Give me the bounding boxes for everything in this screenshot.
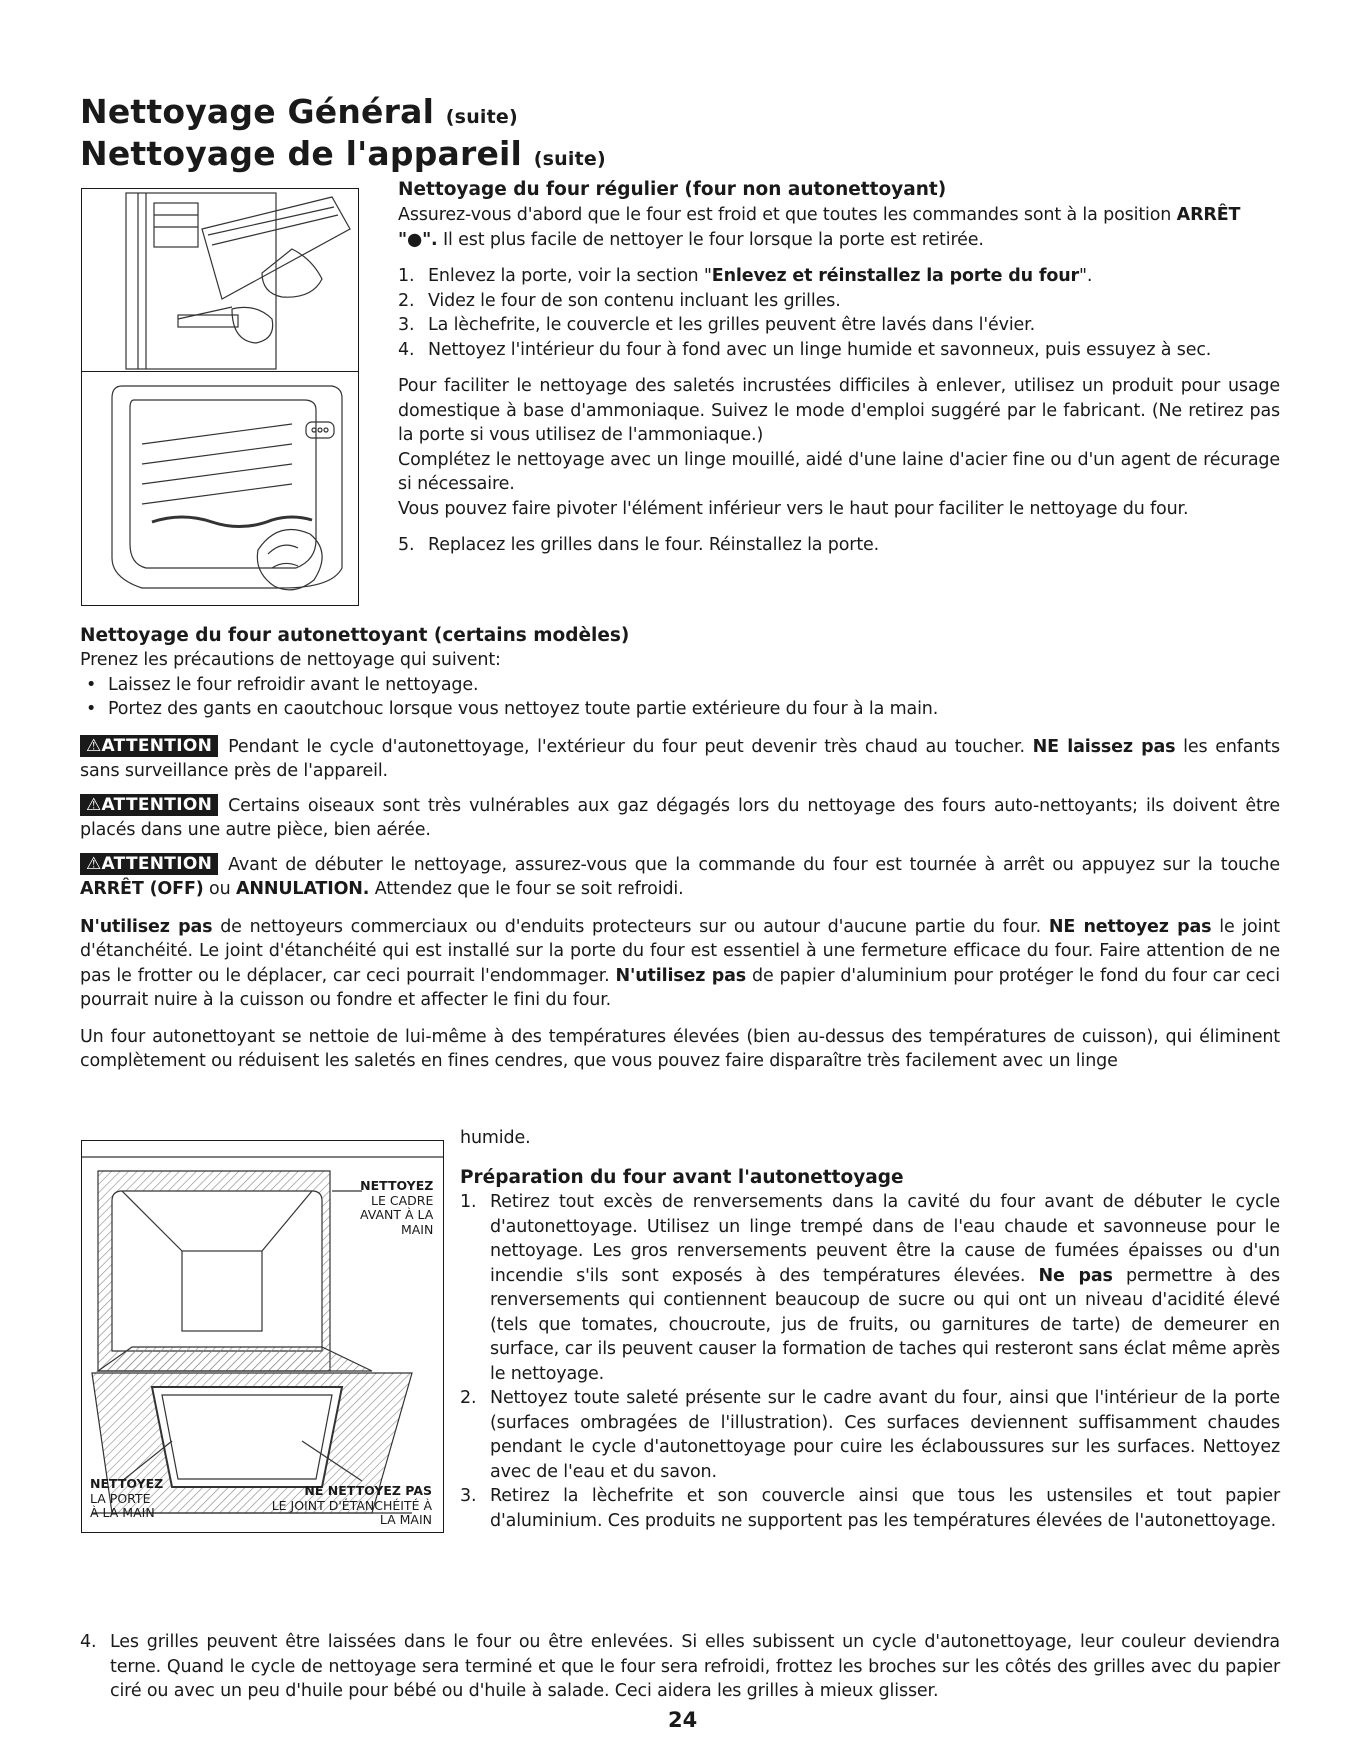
step-text: Enlevez la porte, voir la section "	[428, 266, 712, 286]
warning-1-text-a: Pendant le cycle d'autonettoyage, l'extérieur du four peut devenir très chaud au toucher.	[228, 736, 1033, 757]
step-text-bold: Enlevez et réinstallez la porte du four	[711, 266, 1080, 286]
attention-badge: ⚠ATTENTION	[80, 794, 218, 816]
para-1-bold-1: N'utilisez pas	[80, 916, 213, 937]
regular-oven-steps	[398, 264, 1280, 362]
attention-badge: ⚠ATTENTION	[80, 735, 218, 757]
step-text: Nettoyez l'intérieur du four à fond avec un linge humide et savonneux, puis essuyez à sec.	[428, 339, 1212, 360]
step-number: 1.	[398, 266, 415, 286]
callout-line: NETTOYEZ	[360, 1178, 434, 1193]
preparation-section	[460, 1166, 1280, 1533]
callout-line: NETTOYEZ	[90, 1476, 164, 1491]
title-2-text: Nettoyage de l'appareil	[80, 134, 523, 173]
list-item	[398, 264, 1280, 289]
callout-line: LE JOINT D'ÉTANCHÉITÉ À	[271, 1497, 432, 1513]
list-item	[398, 533, 1280, 558]
step-text: Nettoyez toute saleté présente sur le cadre avant du four, ainsi que l'intérieur de la porte (surfaces ombragées de l'illustration). Ces surfaces deviennent suffisamment chaudes pendant le cycle d'autonettoyage pour cuire les éclaboussures sur les surfaces. Nettoyez avec de l'eau et du savon.	[490, 1388, 1280, 1482]
regular-oven-intro-a: Assurez-vous d'abord que le four est froid et que toutes les commandes sont à la position	[398, 205, 1177, 225]
page-title-1	[80, 92, 518, 137]
self-clean-para-2: Un four autonettoyant se nettoie de lui-même à des températures élevées (bien au-dessus des températures de cuisson), qui éliminent complètement ou réduisent les saletés en fines cendres, que vous pouvez faire disparaître très facilement avec un linge	[80, 1026, 1280, 1071]
warning-2-text: Certains oiseaux sont très vulnérables aux gaz dégagés lors du nettoyage des fours auto-nettoyants; ils doivent être placés dans une autre pièce, bien aérée.	[80, 795, 1280, 840]
self-clean-heading: Nettoyage du four autonettoyant (certains modèles)	[80, 625, 630, 646]
regular-oven-section	[398, 178, 1280, 558]
self-clean-para-2-end: humide.	[460, 1128, 531, 1148]
callout-line: À LA MAIN	[90, 1505, 155, 1520]
para-1-text-b: le joint d'étanchéité. Le joint d'étanchéité qui est installé sur la porte du four est essentiel à une fermeture efficace du four. Faire attention de ne pas le frotter ou le déplacer, car ceci pourrait l'endommager.	[80, 916, 1280, 986]
self-clean-intro: Prenez les précautions de nettoyage qui suivent:	[80, 650, 501, 670]
callout-line: AVANT À LA	[360, 1207, 434, 1222]
step-text: Retirez tout excès de renversements dans la cavité du four avant de débuter le cycle d'autonettoyage. Utilisez un linge trempé dans de l'eau chaude et savonneuse pour le nettoyage. Les gros renversements peuvent être la cause de fumées épaisses ou d'un incendie s'ils sont exposés à des températures élevées.	[490, 1192, 1280, 1286]
warning-1	[80, 735, 1280, 784]
step-number: 3.	[398, 315, 415, 335]
callout-line: LE CADRE	[371, 1192, 434, 1208]
regular-oven-para-1: Pour faciliter le nettoyage des saletés incrustées difficiles à enlever, utilisez un produit pour usage domestique à base d'ammoniaque. Suivez le mode d'emploi suggéré par le fabricant. (Ne retirez pas la porte si vous utilisez de l'ammoniaque.)	[398, 376, 1280, 445]
callout-line: LA PORTE	[90, 1490, 151, 1506]
step-text: Videz le four de son contenu incluant les grilles.	[428, 290, 841, 311]
step-number: 4.	[80, 1632, 97, 1652]
warning-3-bold-2: ANNULATION.	[235, 879, 370, 899]
oven-door-illustration	[81, 188, 359, 373]
list-item	[398, 338, 1280, 363]
step-text-end: permettre à des renversements qui contiennent beaucoup de sucre ou qui ont un niveau d'acidité élevé (tels que tomates, choucroute, jus de fruits, ou garnitures de tarte) de demeurer en surface, car ils peuvent causer la formation de taches qui resteront sans éclat même après le nettoyage.	[490, 1265, 1280, 1384]
list-item	[80, 1630, 1280, 1704]
self-clean-para-1	[80, 915, 1280, 1013]
para-1-text-c: de papier d'aluminium pour protéger le fond du four car ceci pourrait nuire à la cuisson ou fondre et affecter le fini du four.	[80, 965, 1280, 1010]
regular-oven-intro	[398, 203, 1280, 252]
list-item	[460, 1190, 1280, 1386]
callout-clean-door	[90, 1477, 163, 1521]
list-item	[398, 313, 1280, 338]
step-text: La lèchefrite, le couvercle et les grilles peuvent être lavés dans l'évier.	[428, 315, 1036, 335]
step-text-end: ".	[1079, 266, 1093, 286]
self-clean-oven-illustration	[81, 1140, 444, 1533]
para-1-bold-2: NE nettoyez pas	[1048, 916, 1212, 937]
attention-badge: ⚠ATTENTION	[80, 853, 218, 875]
para-1-bold-3: N'utilisez pas	[615, 965, 747, 986]
title-2-suffix: (suite)	[533, 148, 606, 170]
regular-oven-intro-b: Il est plus facile de nettoyer le four lorsque la porte est retirée.	[437, 229, 984, 250]
list-item	[398, 289, 1280, 314]
warning-1-text-b: les enfants sans surveillance près de l'appareil.	[80, 736, 1280, 781]
oven-interior-drawing	[82, 372, 358, 605]
warning-3-text-b: Attendez que le four se soit refroidi.	[369, 879, 684, 899]
list-item: • Laissez le four refroidir avant le nettoyage.	[80, 673, 1280, 698]
oven-door-drawing	[82, 189, 358, 372]
regular-oven-intro-bold: ARRÊT "●".	[398, 205, 1241, 250]
step-text-bold: Ne pas	[1038, 1265, 1113, 1286]
step-number: 2.	[398, 290, 415, 311]
callout-line: MAIN	[400, 1221, 434, 1237]
page-title-2	[80, 134, 606, 179]
step-text: Retirez la lèchefrite et son couvercle ainsi que tous les ustensiles et tout papier d'aluminium. Ces produits ne supportent pas les températures élevées de l'autonettoyage.	[490, 1486, 1280, 1531]
step-number: 2.	[460, 1388, 477, 1408]
regular-oven-para-3: Vous pouvez faire pivoter l'élément inférieur vers le haut pour faciliter le nettoyage du four.	[398, 498, 1189, 519]
callout-do-not-clean-seal	[252, 1484, 432, 1528]
step-text: Replacez les grilles dans le four. Réinstallez la porte.	[428, 535, 880, 555]
title-1-text: Nettoyage Général	[80, 92, 435, 131]
list-item: • Portez des gants en caoutchouc lorsque vous nettoyez toute partie extérieure du four à la main.	[80, 697, 1280, 722]
warning-2	[80, 794, 1280, 843]
callout-line: LA MAIN	[379, 1512, 432, 1527]
para-1-text-a: de nettoyeurs commerciaux ou d'enduits protecteurs sur ou autour d'aucune partie du four.	[212, 916, 1049, 937]
step-number: 1.	[460, 1192, 477, 1212]
step-number: 5.	[398, 535, 415, 555]
warning-3-mid: ou	[203, 879, 236, 899]
regular-oven-para-2: Complétez le nettoyage avec un linge mouillé, aidé d'une laine d'acier fine ou d'un agent de récurage si nécessaire.	[398, 449, 1280, 494]
warning-3-text-a: Avant de débuter le nettoyage, assurez-vous que la commande du four est tournée à arrêt ou appuyez sur la touche	[228, 854, 1280, 875]
warning-3	[80, 853, 1280, 902]
callout-line: NE NETTOYEZ PAS	[304, 1483, 432, 1498]
preparation-heading: Préparation du four avant l'autonettoyage	[460, 1167, 904, 1188]
page-number: 24	[668, 1708, 698, 1732]
step-number: 3.	[460, 1486, 477, 1506]
list-item	[460, 1386, 1280, 1484]
step-text: Les grilles peuvent être laissées dans le four ou être enlevées. Si elles subissent un cycle d'autonettoyage, leur couleur deviendra terne. Quand le cycle de nettoyage sera terminé et que le four sera refroidi, frottez les broches sur les côtés des grilles avec du papier ciré ou avec un peu d'huile pour bébé ou d'huile à salade. Ceci aidera les grilles à mieux glisser.	[110, 1632, 1280, 1701]
regular-oven-heading: Nettoyage du four régulier (four non autonettoyant)	[398, 179, 947, 200]
callout-clean-frame	[360, 1179, 433, 1237]
list-item	[460, 1484, 1280, 1533]
title-1-suffix: (suite)	[445, 106, 518, 128]
self-clean-section	[80, 624, 1280, 1074]
step-number: 4.	[398, 339, 415, 360]
warning-1-bold: NE laissez pas	[1032, 736, 1176, 757]
oven-interior-illustration	[81, 371, 359, 606]
warning-3-bold-1: ARRÊT (OFF)	[80, 879, 204, 899]
